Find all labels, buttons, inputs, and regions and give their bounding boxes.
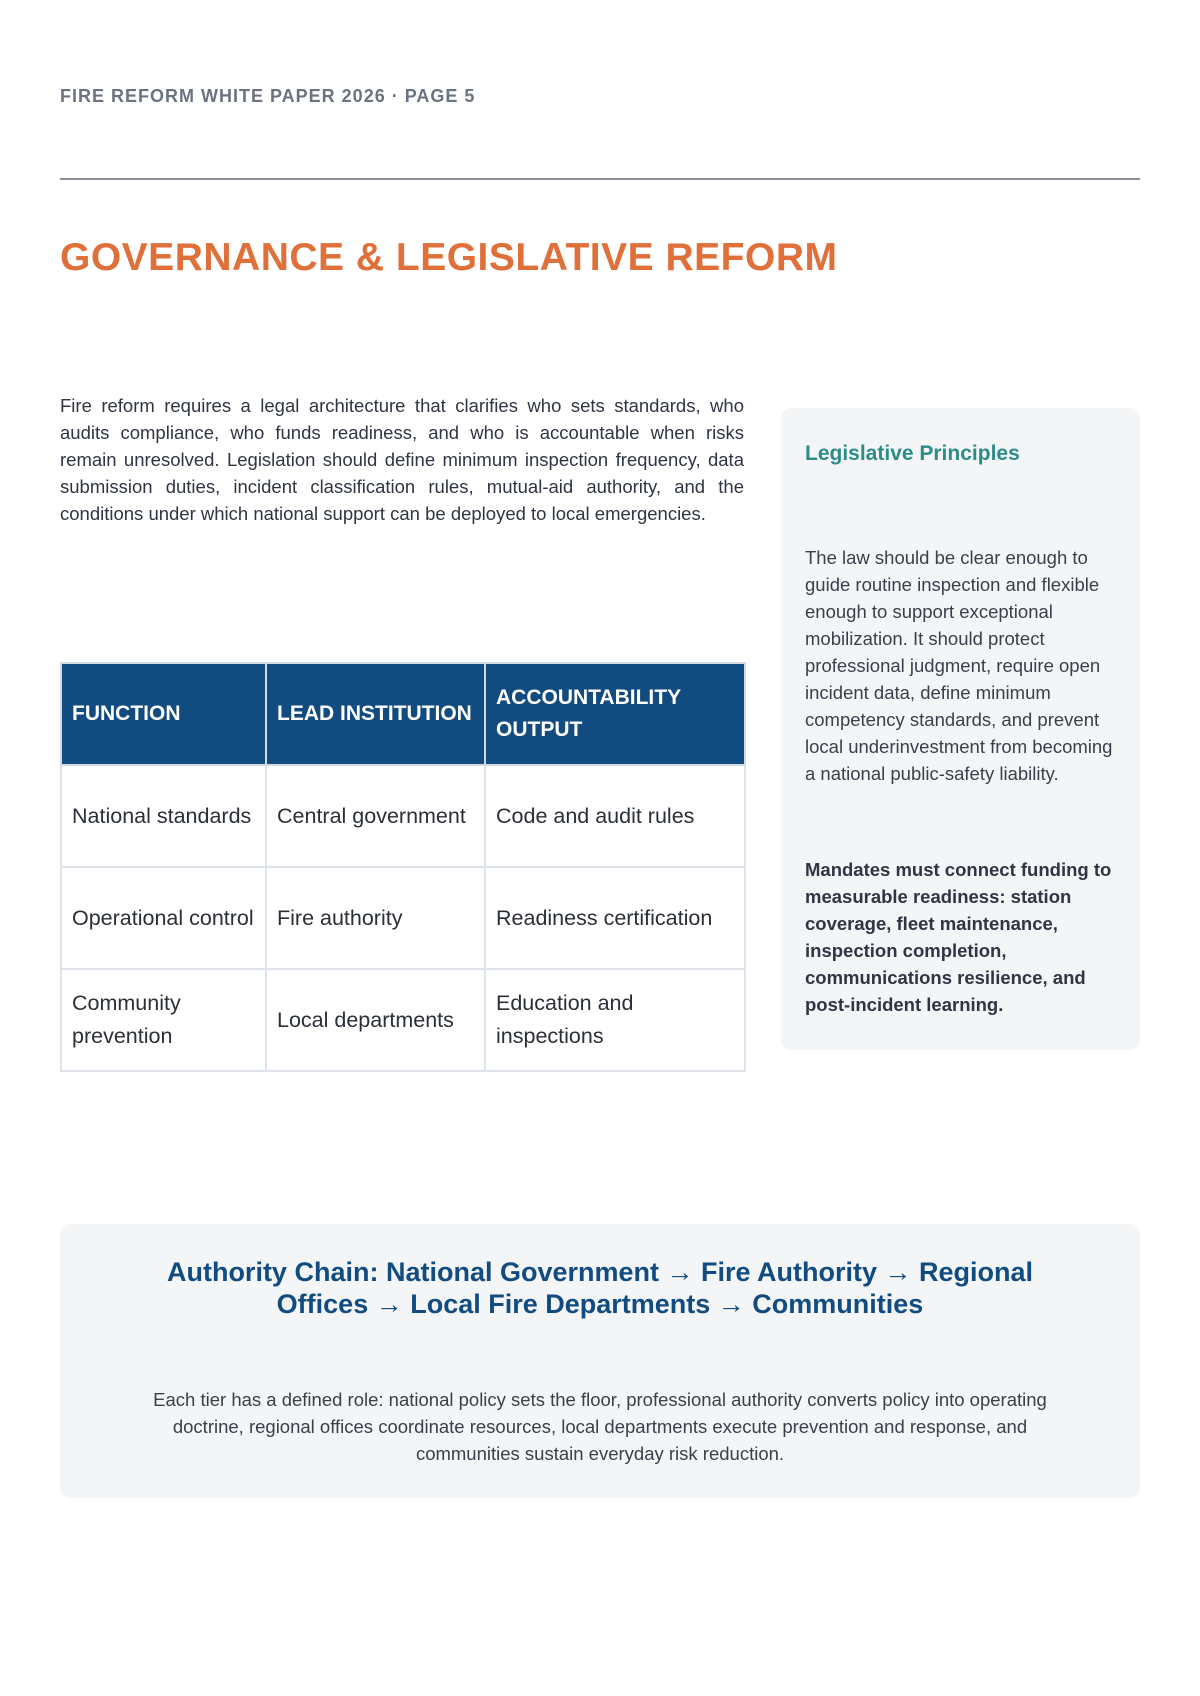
table-row (61, 867, 745, 969)
table-header-row (61, 663, 745, 765)
page-title: GOVERNANCE & LEGISLATIVE REFORM (60, 236, 838, 279)
table-cell: Central government (266, 765, 485, 867)
table-cell: Education and inspections (485, 969, 745, 1071)
sidebar-emphasis: Mandates must connect funding to measurable readiness: station coverage, fleet maintenance, inspection completion, communications resilience, and post-incident learning. (805, 859, 1112, 1015)
authority-chain-panel (60, 1224, 1140, 1498)
column-header-function: FUNCTION (61, 663, 266, 765)
table-cell: Fire authority (266, 867, 485, 969)
column-header-accountability-output: ACCOUNTABILITY OUTPUT (485, 663, 745, 765)
intro-paragraph: Fire reform requires a legal architecture that clarifies who sets standards, who audits compliance, who funds readiness, and who is accountable when risks remain unresolved. Legislation should define minimum inspection frequency, data submission duties, incident classification rules, mutual-aid authority, and the conditions under which national support can be deployed to local emergencies. (60, 395, 744, 524)
sidebar-title: Legislative Principles (805, 442, 1020, 465)
table-row (61, 765, 745, 867)
table-cell: Operational control (61, 867, 266, 969)
table-cell: Readiness certification (485, 867, 745, 969)
authority-chain-body: Each tier has a defined role: national policy sets the floor, professional authority converts policy into operating doctrine, regional offices coordinate resources, local departments execute prevention and response, and communities sustain everyday risk reduction. (153, 1389, 1047, 1464)
table-cell: National standards (61, 765, 266, 867)
governance-table (60, 662, 746, 1072)
authority-chain-title: Authority Chain: National Government → Fire Authority → Regional Offices → Local Fire Departments → Communities (166, 1257, 1034, 1319)
table-cell: Local departments (266, 969, 485, 1071)
running-header: FIRE REFORM WHITE PAPER 2026 · PAGE 5 (60, 86, 476, 106)
table-cell: Community prevention (61, 969, 266, 1071)
header-divider (60, 178, 1140, 180)
column-header-lead-institution: LEAD INSTITUTION (266, 663, 485, 765)
table-cell: Code and audit rules (485, 765, 745, 867)
legislative-principles-sidebar (781, 408, 1140, 1050)
sidebar-body: The law should be clear enough to guide routine inspection and flexible enough to support exceptional mobilization. It should protect professional judgment, require open incident data, define minimum competency standards, and prevent local underinvestment from becoming a national public-safety liability. (805, 547, 1113, 784)
table-row (61, 969, 745, 1071)
